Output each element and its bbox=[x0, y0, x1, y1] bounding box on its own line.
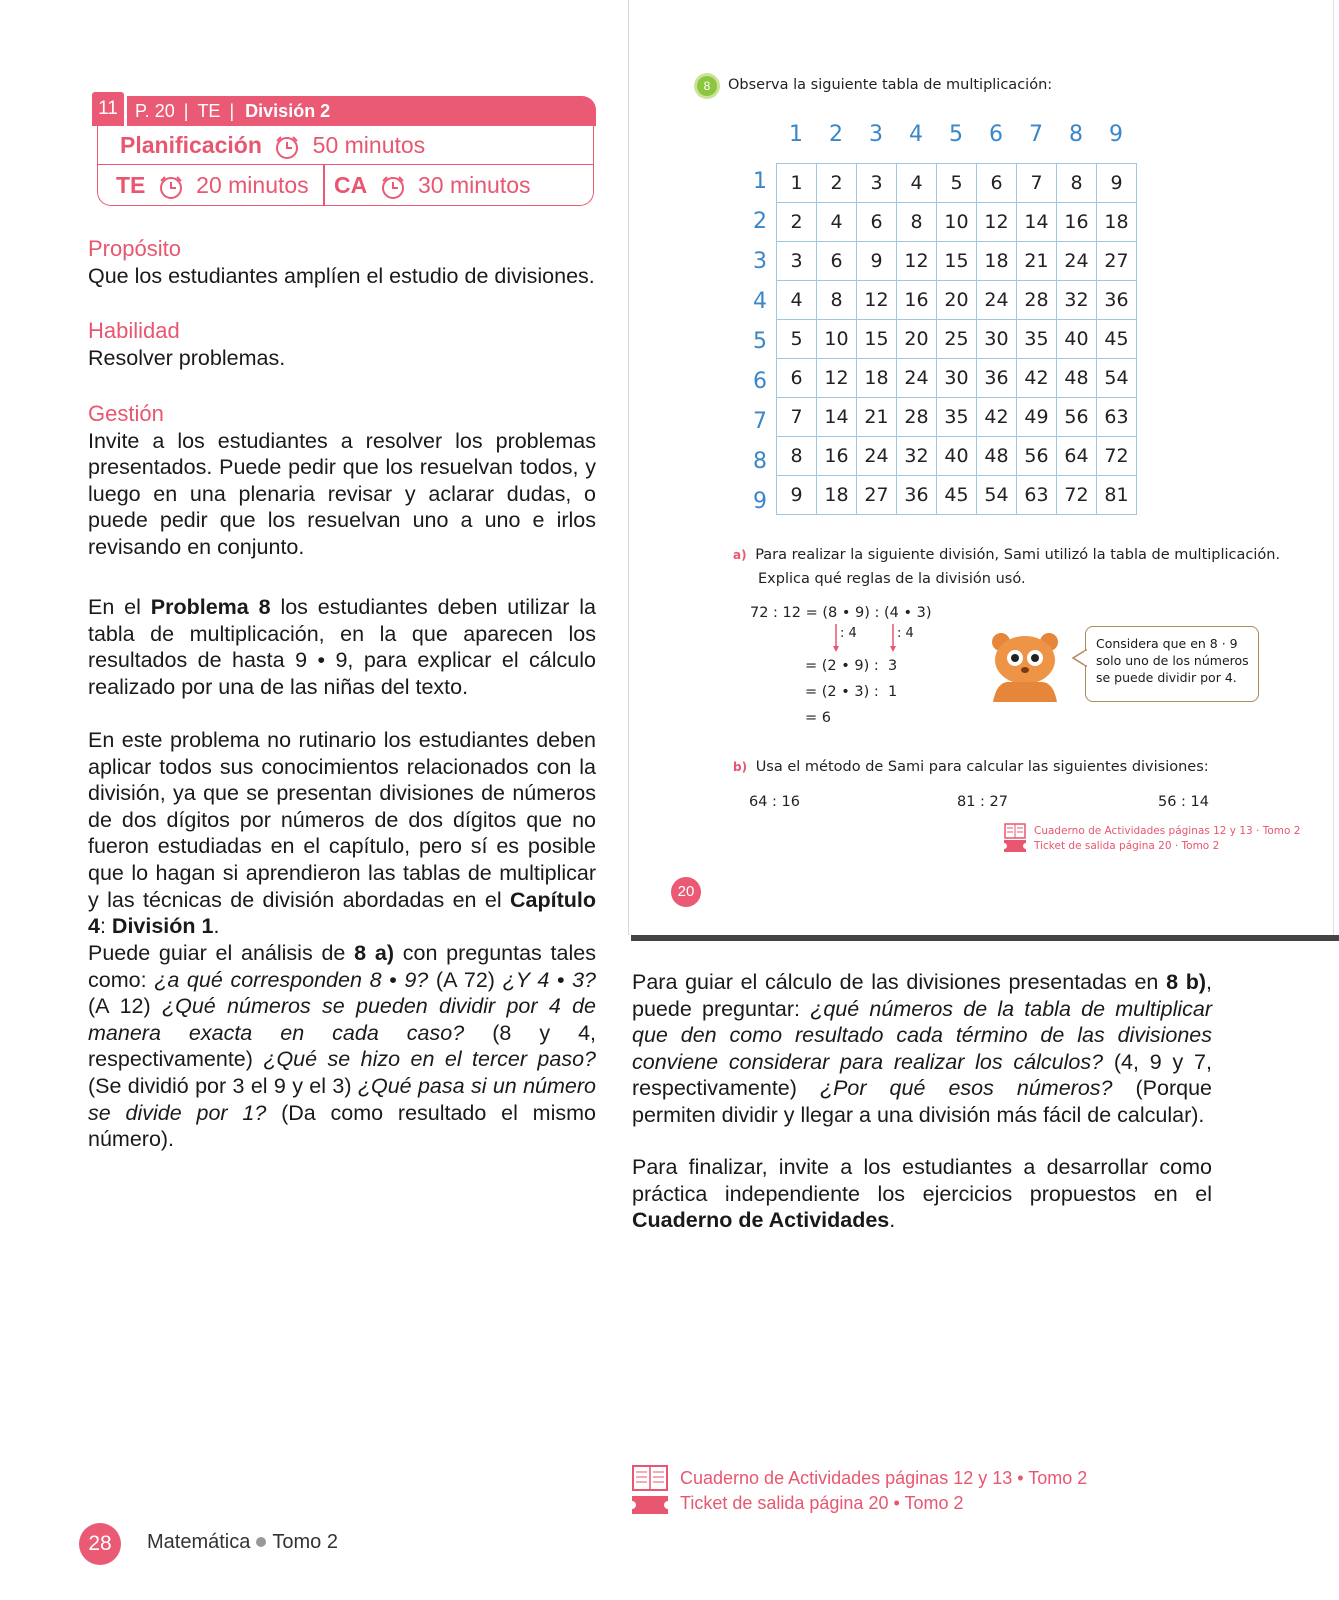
row-header: 7 bbox=[753, 409, 767, 434]
table-cell: 21 bbox=[1017, 242, 1057, 281]
table-cell: 12 bbox=[817, 359, 857, 398]
table-cell: 32 bbox=[897, 437, 937, 476]
proposito-text: Que los estudiantes amplíen el estudio de divisiones. bbox=[88, 263, 595, 288]
bold-text: Problema 8 bbox=[150, 595, 271, 619]
column-header: 5 bbox=[949, 122, 963, 147]
habilidad-text: Resolver problemas. bbox=[88, 345, 286, 370]
te-label: TE bbox=[116, 172, 146, 198]
table-cell: 24 bbox=[977, 281, 1017, 320]
table-cell: 14 bbox=[1017, 203, 1057, 242]
text: En el bbox=[88, 595, 151, 619]
column-header: 8 bbox=[1069, 122, 1083, 147]
table-cell: 54 bbox=[977, 476, 1017, 515]
table-row bbox=[777, 281, 1137, 320]
table-cell: 2 bbox=[777, 203, 817, 242]
lesson-number: 11 bbox=[92, 92, 124, 126]
row-header: 3 bbox=[753, 249, 767, 274]
italic-text: ¿Y 4 • 3? bbox=[502, 967, 597, 992]
text: (A 12) bbox=[88, 994, 162, 1019]
table-cell: 49 bbox=[1017, 398, 1057, 437]
planificacion-time: 50 minutos bbox=[312, 132, 426, 158]
bubble-tail bbox=[1072, 648, 1088, 668]
table-cell: 18 bbox=[817, 476, 857, 515]
page-edge bbox=[1333, 0, 1339, 935]
table-cell: 3 bbox=[857, 164, 897, 203]
text: (Da como resultado el mismo número). bbox=[88, 1100, 596, 1152]
text: Para finalizar, invite a los estudiantes a desarrollar como práctica independiente los ejercicios propuestos en el bbox=[632, 1155, 1212, 1206]
habilidad-title: Habilidad bbox=[88, 318, 180, 343]
ticket-icon bbox=[632, 1496, 668, 1514]
table-cell: 6 bbox=[977, 164, 1017, 203]
text: . bbox=[213, 914, 220, 939]
italic-text: ¿qué números de la tabla de multiplicar que den como resultado cada término de las divisiones conviene considerar para realizar los cálculos? bbox=[632, 996, 1213, 1074]
planning-box bbox=[97, 126, 594, 206]
te-time: 20 minutos bbox=[196, 172, 309, 198]
bold-text: División 1 bbox=[111, 914, 214, 939]
table-cell: 63 bbox=[1097, 398, 1137, 437]
table-cell: 4 bbox=[777, 281, 817, 320]
bold-text: Cuaderno de Actividades bbox=[632, 1208, 890, 1233]
problem-badge: 8 bbox=[697, 76, 717, 96]
text: (A 72) bbox=[428, 967, 503, 992]
text: (8 y 4, respectivamente) bbox=[88, 1020, 597, 1072]
table-cell: 40 bbox=[1057, 320, 1097, 359]
page-ref: P. 20 bbox=[135, 101, 175, 121]
paragraph-no-rutinario bbox=[88, 727, 596, 940]
table-cell: 16 bbox=[817, 437, 857, 476]
table-cell: 24 bbox=[857, 437, 897, 476]
text: Puede guiar el análisis de bbox=[88, 941, 355, 965]
ca-time: 30 minutos bbox=[418, 172, 531, 198]
row-header: 2 bbox=[753, 209, 767, 234]
table-cell: 40 bbox=[937, 437, 977, 476]
lesson-title: División 2 bbox=[245, 101, 331, 121]
table-cell: 42 bbox=[1017, 359, 1057, 398]
table-row bbox=[777, 164, 1137, 203]
italic-text: ¿Qué se hizo en el tercer paso? bbox=[263, 1047, 596, 1072]
table-cell: 72 bbox=[1097, 437, 1137, 476]
table-cell: 12 bbox=[897, 242, 937, 281]
paragraph-guiar-calculo bbox=[632, 969, 1212, 1129]
table-cell: 8 bbox=[817, 281, 857, 320]
cartoon-character bbox=[987, 630, 1063, 702]
table-cell: 15 bbox=[857, 320, 897, 359]
table-cell: 8 bbox=[897, 203, 937, 242]
table-cell: 25 bbox=[937, 320, 977, 359]
table-cell: 27 bbox=[857, 476, 897, 515]
division-1: 64 : 16 bbox=[749, 794, 801, 810]
ca-label: CA bbox=[334, 172, 368, 198]
table-cell: 20 bbox=[897, 320, 937, 359]
ref-cuaderno: Cuaderno de Actividades páginas 12 y 13 • Tomo 2 bbox=[680, 1468, 1088, 1488]
table-cell: 24 bbox=[897, 359, 937, 398]
table-cell: 36 bbox=[977, 359, 1017, 398]
table-cell: 4 bbox=[897, 164, 937, 203]
problem-instruction: Observa la siguiente tabla de multiplicación: bbox=[728, 77, 1053, 93]
column-header: 1 bbox=[789, 122, 803, 147]
habilidad-section bbox=[88, 318, 596, 371]
italic-text: ¿Qué pasa si un número se divide por 1? bbox=[88, 1073, 596, 1125]
row-header: 9 bbox=[753, 489, 767, 514]
column-header: 7 bbox=[1029, 122, 1043, 147]
division-2: 81 : 27 bbox=[957, 794, 1009, 810]
calc-line-2: = (2 • 9) : bbox=[805, 658, 879, 674]
time-split-row bbox=[98, 165, 593, 205]
text: (4, 9 y 7, respectivamente) bbox=[632, 1049, 1212, 1101]
table-cell: 72 bbox=[1057, 476, 1097, 515]
table-cell: 30 bbox=[977, 320, 1017, 359]
table-cell: 35 bbox=[937, 398, 977, 437]
column-header: 4 bbox=[909, 122, 923, 147]
table-cell: 18 bbox=[977, 242, 1017, 281]
table-row bbox=[777, 320, 1137, 359]
text: En este problema no rutinario los estudiantes deben aplicar todos sus conocimientos relacionados con la división, ya que se presentan divisiones de números de dos dígitos por números de dos dígitos que no fueron estudiadas en el capítulo, pero sí es posible que lo hagan si aprendieron las tablas de multiplicar y las técnicas de división abordadas en el bbox=[88, 728, 596, 912]
text: , puede preguntar: bbox=[632, 970, 1212, 1021]
table-row bbox=[777, 203, 1137, 242]
table-cell: 6 bbox=[777, 359, 817, 398]
table-cell: 4 bbox=[817, 203, 857, 242]
proposito-section bbox=[88, 236, 596, 289]
alarm-clock-icon bbox=[274, 134, 300, 160]
table-cell: 21 bbox=[857, 398, 897, 437]
table-cell: 12 bbox=[857, 281, 897, 320]
table-cell: 27 bbox=[1097, 242, 1137, 281]
lesson-header bbox=[92, 96, 596, 208]
calc-line-2-divisor: 3 bbox=[888, 658, 898, 674]
row-header: 6 bbox=[753, 369, 767, 394]
table-cell: 56 bbox=[1017, 437, 1057, 476]
row-header: 5 bbox=[753, 329, 767, 354]
row-header: 4 bbox=[753, 289, 767, 314]
table-cell: 7 bbox=[1017, 164, 1057, 203]
proposito-title: Propósito bbox=[88, 236, 181, 261]
notebook-icon bbox=[632, 1465, 668, 1491]
bold-text: 8 a) bbox=[354, 941, 394, 965]
alarm-clock-icon bbox=[158, 174, 184, 200]
part-a-text: Para realizar la siguiente división, Sami utilizó la tabla de multiplicación. bbox=[755, 547, 1281, 563]
calc-line-3-divisor: 1 bbox=[888, 684, 898, 700]
table-cell: 1 bbox=[777, 164, 817, 203]
part-label: b) bbox=[733, 760, 748, 774]
textbook-page bbox=[628, 0, 1339, 935]
table-cell: 56 bbox=[1057, 398, 1097, 437]
gestion-title: Gestión bbox=[88, 401, 164, 426]
table-cell: 30 bbox=[937, 359, 977, 398]
table-cell: 28 bbox=[1017, 281, 1057, 320]
notebook-icon bbox=[1004, 823, 1026, 839]
paragraph-finalizar bbox=[632, 1154, 1212, 1234]
bold-text: Capítulo 4 bbox=[88, 887, 596, 939]
table-cell: 16 bbox=[897, 281, 937, 320]
divider bbox=[323, 165, 325, 205]
text: los estudiantes deben utilizar la tabla de multiplicación, en la que aparecen los resultados de hasta 9 • 9, para explicar el cálculo realizado por una de las niñas del texto. bbox=[88, 595, 596, 699]
table-cell: 20 bbox=[937, 281, 977, 320]
table-cell: 18 bbox=[857, 359, 897, 398]
row-header: 1 bbox=[753, 169, 767, 194]
table-cell: 5 bbox=[777, 320, 817, 359]
table-cell: 3 bbox=[777, 242, 817, 281]
table-cell: 32 bbox=[1057, 281, 1097, 320]
italic-text: ¿Por qué esos números? bbox=[819, 1076, 1113, 1101]
table-cell: 8 bbox=[1057, 164, 1097, 203]
table-cell: 16 bbox=[1057, 203, 1097, 242]
gestion-section bbox=[88, 401, 596, 561]
table-cell: 10 bbox=[817, 320, 857, 359]
bold-text: 8 b) bbox=[1166, 970, 1207, 994]
table-cell: 12 bbox=[977, 203, 1017, 242]
italic-text: ¿Qué números se pueden dividir por 4 de manera exacta en cada caso? bbox=[88, 994, 596, 1045]
hint-bubble: Considera que en 8 · 9 solo uno de los números se puede dividir por 4. bbox=[1085, 626, 1259, 702]
table-cell: 8 bbox=[777, 437, 817, 476]
part-b bbox=[733, 759, 1209, 775]
table-cell: 9 bbox=[857, 242, 897, 281]
ref-ticket: Ticket de salida página 20 • Tomo 2 bbox=[680, 1493, 964, 1513]
text: (Se dividió por 3 el 9 y el 3) bbox=[88, 1073, 358, 1098]
planificacion-label: Planificación bbox=[120, 132, 262, 158]
multiplication-table bbox=[776, 163, 1137, 515]
text: . bbox=[889, 1208, 896, 1233]
alarm-clock-icon bbox=[380, 174, 406, 200]
table-cell: 24 bbox=[1057, 242, 1097, 281]
subject: Matemática bbox=[147, 1531, 251, 1553]
lesson-header-bar: P. 20 | TE | División 2 bbox=[127, 96, 596, 126]
calc-line-1: 72 : 12 = (8 • 9) : (4 • 3) bbox=[750, 605, 932, 621]
table-cell: 18 bbox=[1097, 203, 1137, 242]
tomo: Tomo 2 bbox=[272, 1531, 338, 1553]
table-cell: 5 bbox=[937, 164, 977, 203]
table-cell: 6 bbox=[817, 242, 857, 281]
paragraph-problema-8 bbox=[88, 594, 596, 700]
text: (Porque permiten dividir y llegar a una división más fácil de calcular). bbox=[632, 1076, 1212, 1127]
table-row bbox=[777, 398, 1137, 437]
footer-page-number: 28 bbox=[79, 1523, 121, 1565]
calc-line-4: = 6 bbox=[805, 710, 831, 726]
table-cell: 45 bbox=[1097, 320, 1137, 359]
table-cell: 36 bbox=[1097, 281, 1137, 320]
textbook-page-number: 20 bbox=[671, 877, 701, 907]
table-row bbox=[777, 242, 1137, 281]
text: Para guiar el cálculo de las divisiones presentadas en bbox=[632, 970, 1167, 994]
part-label: a) bbox=[733, 548, 747, 562]
table-cell: 48 bbox=[977, 437, 1017, 476]
part-b-text: Usa el método de Sami para calcular las siguientes divisiones: bbox=[755, 759, 1209, 775]
table-cell: 7 bbox=[777, 398, 817, 437]
bullet-dot bbox=[256, 1537, 266, 1547]
paragraph-guiar-analisis bbox=[88, 940, 596, 1153]
table-row bbox=[777, 476, 1137, 515]
table-cell: 36 bbox=[897, 476, 937, 515]
column-header: 3 bbox=[869, 122, 883, 147]
calc-line-3: = (2 • 3) : bbox=[805, 684, 879, 700]
part-a-text-2: Explica qué reglas de la división usó. bbox=[758, 571, 1026, 587]
table-cell: 14 bbox=[817, 398, 857, 437]
table-cell: 10 bbox=[937, 203, 977, 242]
ticket-icon bbox=[1004, 840, 1026, 852]
book-ref-cuaderno: Cuaderno de Actividades páginas 12 y 13 · Tomo 2 bbox=[1034, 825, 1301, 837]
table-cell: 6 bbox=[857, 203, 897, 242]
table-cell: 64 bbox=[1057, 437, 1097, 476]
table-cell: 9 bbox=[1097, 164, 1137, 203]
table-cell: 28 bbox=[897, 398, 937, 437]
table-cell: 54 bbox=[1097, 359, 1137, 398]
table-cell: 63 bbox=[1017, 476, 1057, 515]
gestion-text: Invite a los estudiantes a resolver los problemas presentados. Puede pedir que los resuelvan todos, y luego en una plenaria revisar y aclarar dudas, o puede pedir que los resuelvan uno a uno e irlos revisando en conjunto. bbox=[88, 428, 596, 559]
table-cell: 45 bbox=[937, 476, 977, 515]
table-cell: 48 bbox=[1057, 359, 1097, 398]
table-row bbox=[777, 359, 1137, 398]
table-cell: 9 bbox=[777, 476, 817, 515]
planning-row bbox=[98, 126, 593, 165]
book-ref-ticket: Ticket de salida página 20 · Tomo 2 bbox=[1034, 840, 1220, 852]
divide-by-4-a: : 4 bbox=[840, 626, 857, 641]
row-header: 8 bbox=[753, 449, 767, 474]
text: con preguntas tales como: bbox=[88, 941, 596, 992]
footer-subject bbox=[147, 1531, 338, 1554]
text: : bbox=[99, 914, 112, 939]
part-a bbox=[733, 547, 1280, 563]
table-cell: 42 bbox=[977, 398, 1017, 437]
table-cell: 15 bbox=[937, 242, 977, 281]
division-3: 56 : 14 bbox=[1158, 794, 1210, 810]
table-row bbox=[777, 437, 1137, 476]
divide-by-4-b: : 4 bbox=[897, 626, 914, 641]
table-cell: 35 bbox=[1017, 320, 1057, 359]
te-ref: TE bbox=[197, 101, 221, 121]
column-header: 2 bbox=[829, 122, 843, 147]
italic-text: ¿a qué corresponden 8 • 9? bbox=[154, 967, 429, 992]
column-header: 9 bbox=[1109, 122, 1123, 147]
column-header: 6 bbox=[989, 122, 1003, 147]
table-cell: 81 bbox=[1097, 476, 1137, 515]
table-cell: 2 bbox=[817, 164, 857, 203]
